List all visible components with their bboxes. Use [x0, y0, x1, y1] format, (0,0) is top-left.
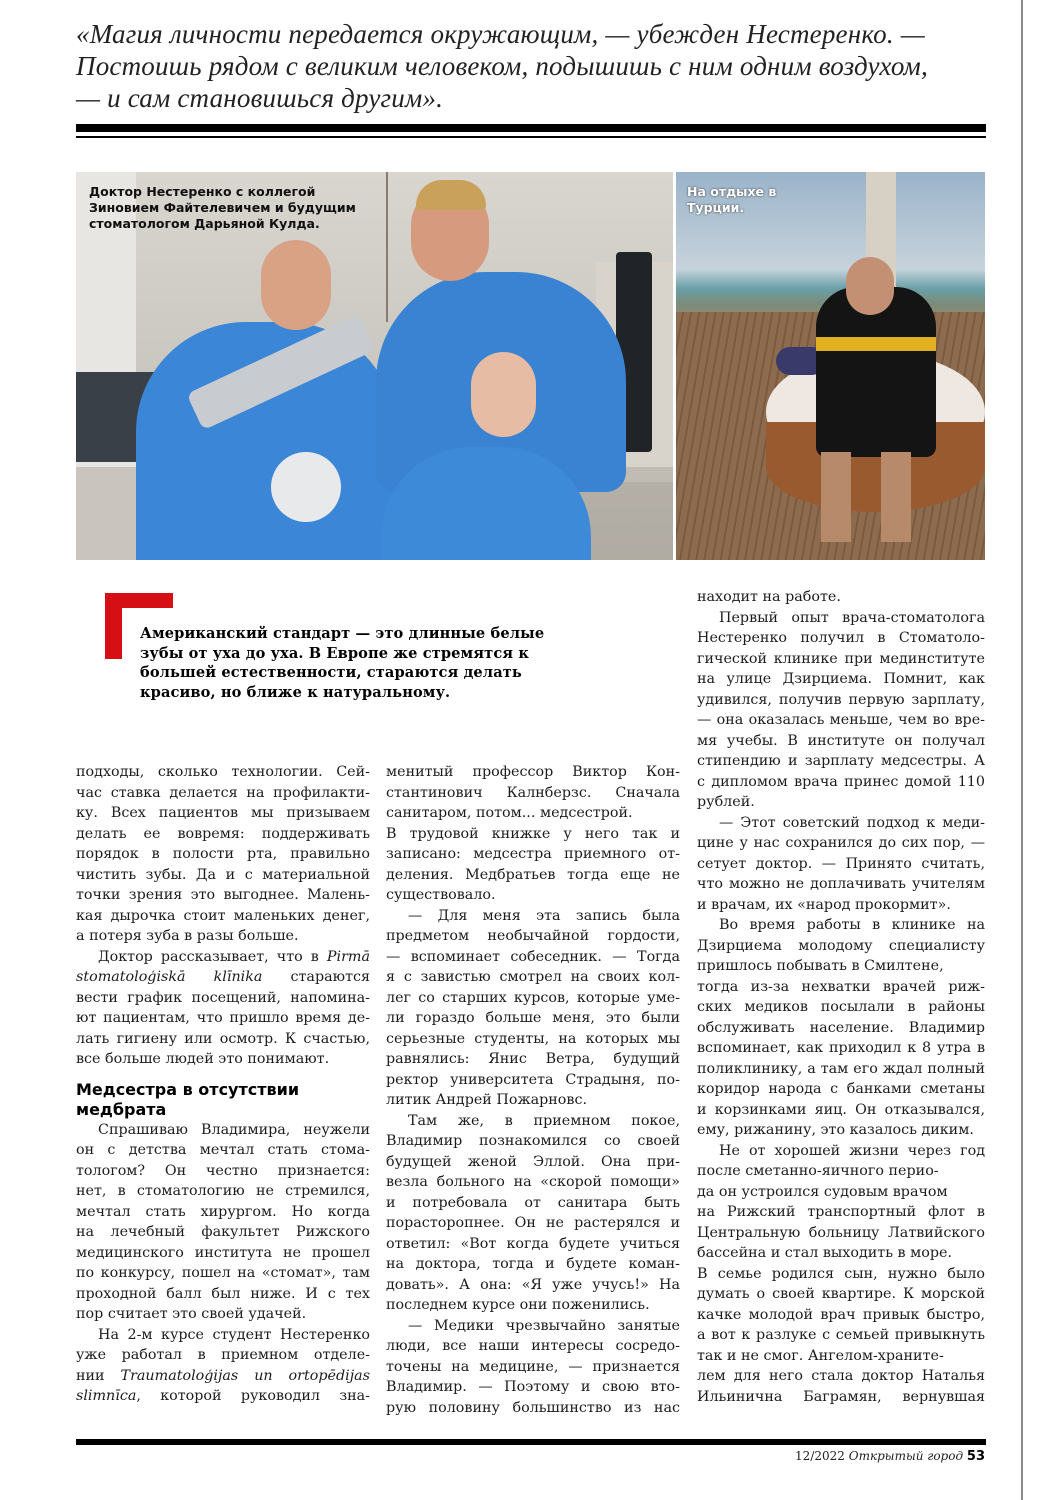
page-edge-line: [1021, 0, 1023, 1500]
section-subheading: Медсестра в отсутствии: [76, 1079, 300, 1099]
clinic-photo: [76, 172, 673, 560]
divider-thick: [76, 124, 986, 132]
text-line: лем для него стала доктор Наталья: [697, 1368, 985, 1384]
text-line: порядок в полости рта, правильно: [76, 846, 370, 862]
text-line: подходы, сколько технологии. Сей-: [76, 764, 370, 780]
text-line: везла больного на «скорой помощи»: [386, 1174, 680, 1190]
text-line: В трудовой книжке у него так и: [386, 825, 680, 842]
text-line: серьезные студенты, на которых мы: [386, 1030, 680, 1047]
text-line: Там же, в приемном покое,: [408, 1112, 680, 1129]
caption-line: стоматологом Дарьяной Кулда.: [89, 216, 320, 231]
pullquote-line: красиво, но ближе к натуральному.: [140, 683, 451, 701]
text-line: лег со старших курсов, которые уме-: [386, 989, 680, 1006]
text-line: тогда из-за нехватки врачей риж-: [697, 978, 985, 995]
page-footer: [795, 1449, 985, 1464]
text-line: вспоминает, как приходил к 8 утра в: [697, 1040, 985, 1056]
text-line: Владимир познакомился со своей: [386, 1133, 680, 1149]
text-line: Спрашиваю Владимира, неужели: [98, 1121, 370, 1138]
text-line: последнем курсе они поженились.: [386, 1297, 650, 1313]
text-line: ответил: «Вот когда будете учиться: [386, 1235, 680, 1252]
text-line: что можно не доплачивать учителям: [697, 876, 985, 892]
section-subheading: медбрата: [76, 1099, 167, 1119]
text-line: [76, 1386, 370, 1407]
text-line: записано: медсестра приемного от-: [386, 846, 680, 862]
text-line: на доктора, тогда и будете коман-: [386, 1256, 680, 1272]
clinic-photo-caption: [89, 184, 356, 232]
text-line: — Для меня эта запись была: [408, 907, 680, 924]
text-line: точки зрения это выгоднее. Малень-: [76, 887, 370, 903]
text-line: и врачам, их «народ прокормит».: [697, 896, 951, 913]
text-line: равнялись: Янис Ветра, будущий: [386, 1051, 680, 1067]
text-line: по конкурсу, пошел на «стомат», там: [76, 1265, 370, 1281]
text-line: стипендию и зарплату медсестры. А: [697, 753, 985, 769]
text-line: литик Андрей Пожарновс.: [386, 1092, 588, 1108]
text-line: люди, все наши интересы сосредо-: [386, 1338, 680, 1354]
text-line: В семье родился сын, нужно было: [697, 1265, 985, 1282]
text-line: уже работал в приемном отделе-: [76, 1347, 370, 1363]
text-line: Дзирциема молодому специалисту: [697, 937, 985, 954]
caption-line: На отдыхе в: [687, 184, 777, 199]
text-line: довать». А она: «Я уже учусь!» На: [386, 1276, 680, 1293]
text-line: качке молодой врач привык быстро,: [697, 1306, 985, 1323]
text-line: санитаром, потом... медсестрой.: [386, 805, 633, 821]
text-line: На 2-м курсе студент Нестеренко: [98, 1326, 370, 1343]
article-column-3: [697, 587, 985, 1407]
quote-line: «Магия личности передается окружающим, — убежден Нестеренко. —: [76, 19, 925, 49]
footer-divider: [76, 1439, 986, 1445]
text-segment: Доктор рассказывает, что в: [98, 948, 327, 965]
text-line: я с завистью смотрел на своих кол-: [386, 969, 680, 985]
text-line: цине у нас сохранился до сих пор, —: [697, 835, 985, 851]
text-line: чистить зубы. Да и с материальной: [76, 866, 370, 883]
text-line: коридор народа с банками сметаны: [697, 1081, 985, 1097]
text-line: [76, 947, 370, 968]
text-line: час ставка делается на профилакти-: [76, 784, 370, 801]
text-line: пор считает это своей удачей.: [76, 1306, 307, 1322]
vacation-photo: [676, 172, 985, 560]
text-line: на улице Дзирциема. Помнит, как: [697, 671, 985, 687]
pullquote-line: большей естественности, стараются делать: [140, 664, 522, 681]
text-line: рую половину большинство из нас: [386, 1399, 680, 1416]
text-line: ему, рижанину, это казалось диким.: [697, 1122, 974, 1138]
article-column-1: [76, 762, 370, 1407]
text-line: [76, 967, 370, 988]
pullquote-line: Американский стандарт — это длинные белые: [140, 625, 545, 642]
text-line: вести график посещений, напомина-: [76, 989, 370, 1006]
italic-text: slimnīca: [76, 1388, 137, 1404]
text-line: будущей женой Эллой. Она при-: [386, 1153, 680, 1170]
text-line: гической клинике при мединституте: [697, 650, 985, 667]
text-line: мя учебы. В институте он получал: [697, 732, 985, 749]
text-line: на лечебный факультет Рижского: [76, 1224, 370, 1240]
text-line: на Рижский транспортный флот в: [697, 1204, 985, 1220]
text-line: мечтал стать хирургом. Но когда: [76, 1203, 370, 1220]
issue-number: 12/2022: [795, 1449, 845, 1463]
text-line: поликлинику, а там его ждал полный: [697, 1060, 985, 1077]
text-line: деления. Медбратьев тогда еще не: [386, 866, 680, 883]
text-line: предметом необычайной гордости,: [386, 928, 680, 944]
quote-line: Постоишь рядом с великим человеком, подышишь с ним одним воздухом,: [76, 51, 928, 81]
text-line: лать гигиену или осмотр. К счастью,: [76, 1030, 370, 1047]
italic-text: stomatoloģiskā klīnika: [76, 969, 263, 985]
epigraph-quote: [76, 18, 986, 114]
text-line: Во время работы в клинике на: [719, 917, 985, 933]
vacation-photo-caption: [687, 184, 776, 216]
text-segment: нии: [76, 1367, 121, 1384]
divider-thin: [76, 136, 986, 138]
text-line: Первый опыт врача-стоматолога: [719, 609, 985, 626]
text-line: проходной балл был ниже. И с тех: [76, 1285, 370, 1302]
text-line: точены на медицине, — признается: [386, 1358, 680, 1375]
text-line: удивился, получив первую зарплату,: [697, 691, 985, 708]
text-segment: стараются: [262, 969, 371, 985]
text-line: делать ее вовремя: поддерживать: [76, 825, 370, 842]
text-line: Не от хорошей жизни через год: [719, 1142, 985, 1159]
text-line: а потеря зуба в разы больше.: [76, 928, 299, 944]
text-line: а вот к разлуке с семьей привыкнуть: [697, 1327, 985, 1343]
pullquote-line: зубы от уха до уха. В Европе же стремятся к: [140, 644, 530, 662]
text-line: и корзинками яиц. Он отказывался,: [697, 1101, 985, 1118]
text-line: рублей.: [697, 794, 755, 810]
text-line: все больше людей это понимают.: [76, 1051, 330, 1067]
quote-line: — и сам становишься другим».: [76, 83, 444, 113]
caption-line: Доктор Нестеренко с коллегой: [89, 184, 316, 199]
text-line: обслуживать население. Владимир: [697, 1019, 985, 1036]
text-line: да он устроился судовым врачом: [697, 1183, 948, 1200]
text-line: тологом? Он честно признается:: [76, 1162, 370, 1179]
text-line: существовало.: [386, 887, 496, 903]
text-line: порасторопнее. Он не растерялся и: [386, 1215, 680, 1231]
text-line: — вспоминает собеседник. — Тогда: [386, 948, 680, 965]
text-line: медицинского института не прошел: [76, 1244, 370, 1261]
text-line: менитый профессор Виктор Кон-: [386, 764, 680, 780]
text-line: кая дырочка стоит маленьких денег,: [76, 907, 370, 924]
caption-line: Зиновием Файтелевичем и будущим: [89, 200, 356, 215]
text-line: Центральную больницу Латвийского: [697, 1224, 985, 1241]
text-line: с дипломом врача принес домой 110: [697, 773, 985, 790]
text-line: пришлось побывать в Смилтене,: [697, 958, 944, 974]
text-line: [76, 1366, 370, 1387]
text-line: после сметанно-яичного перио-: [697, 1163, 939, 1179]
text-line: Ильинична Баграмян, вернувшая: [697, 1388, 985, 1405]
magazine-name: Открытый город: [848, 1449, 964, 1463]
text-line: ют пациентам, что пришло время де-: [76, 1010, 370, 1026]
text-line: думать о своей квартире. К морской: [697, 1286, 985, 1302]
text-line: он с детства мечтал стать стома-: [76, 1142, 370, 1158]
text-line: — Этот советский подход к меди-: [719, 814, 985, 831]
italic-text: Pirmā: [326, 948, 370, 965]
text-segment: , которой руководил зна-: [136, 1388, 370, 1404]
text-line: Владимир. — Поэтому и свою вто-: [386, 1379, 680, 1395]
text-line: ку. Всех пациентов мы призываем: [76, 805, 370, 821]
caption-line: Турции.: [687, 200, 745, 215]
italic-text: Traumatoloģijas un ortopēdijas: [120, 1367, 370, 1384]
text-line: ских медиков посылали в районы: [697, 999, 985, 1015]
text-line: — Медики чрезвычайно занятые: [408, 1317, 680, 1334]
pullquote: [140, 624, 660, 702]
pullquote-accent-bar: [105, 593, 122, 659]
text-line: так и не смог. Ангелом-хранитe-: [697, 1347, 944, 1364]
text-line: сетует доктор. — Принято считать,: [697, 855, 985, 872]
text-line: нет, в стоматологию не стремился,: [76, 1183, 370, 1199]
text-line: Нестеренко получил в Стоматоло-: [697, 630, 985, 646]
article-column-2: [386, 762, 680, 1418]
page-number: 53: [966, 1449, 985, 1464]
text-line: ли гораздо больше меня, это были: [386, 1010, 680, 1026]
text-line: находит на работе.: [697, 589, 841, 605]
text-line: бассейна и стал выходить в море.: [697, 1245, 953, 1261]
text-line: стантинович Калнберзс. Сначала: [386, 784, 680, 801]
text-line: и потребовала от санитара быть: [386, 1194, 680, 1211]
text-line: ректор университета Страдыня, по-: [386, 1071, 680, 1088]
spacer: [76, 1070, 370, 1080]
text-line: — она оказалась меньше, чем во вре-: [697, 712, 985, 728]
